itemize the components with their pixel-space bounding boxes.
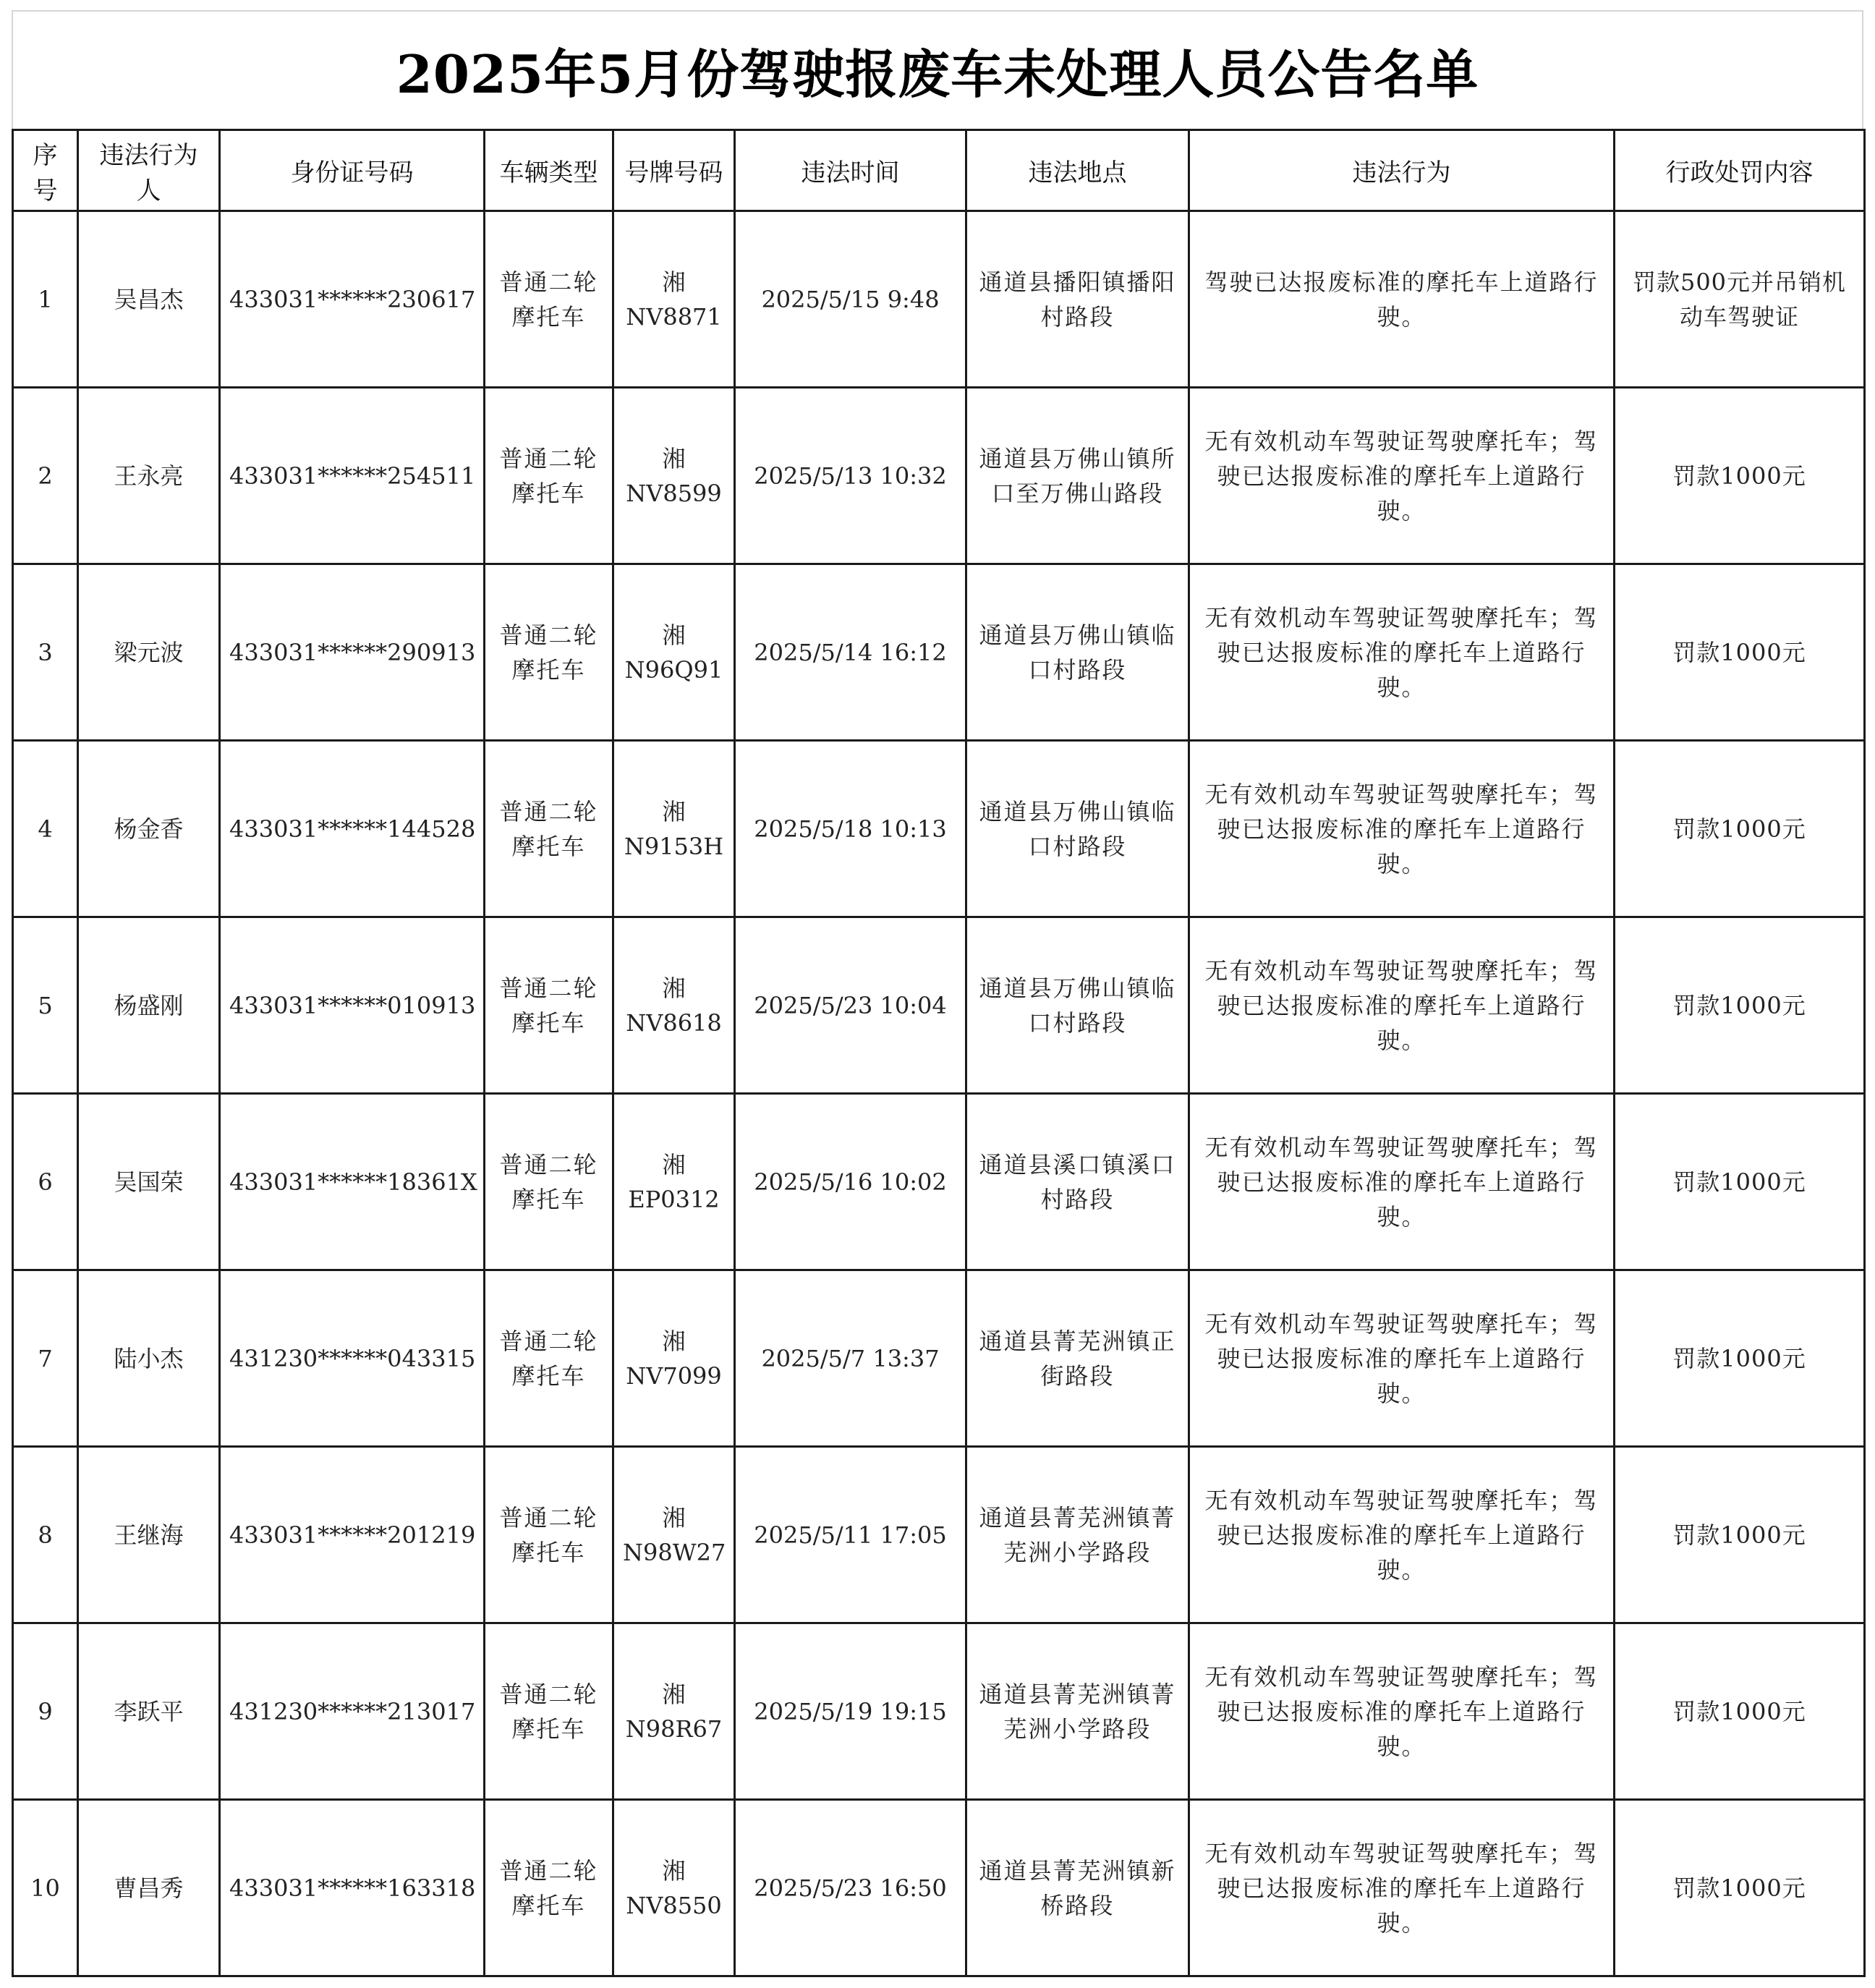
- violation-location: 通道县菁芜洲镇正街路段: [966, 1270, 1189, 1447]
- id-number: 433031******230617: [220, 211, 485, 388]
- violation-time: 2025/5/7 13:37: [735, 1270, 966, 1447]
- penalty-content: 罚款500元并吊销机动车驾驶证: [1615, 211, 1865, 388]
- vehicle-type: 普通二轮摩托车: [485, 917, 613, 1094]
- offender-name: 王继海: [78, 1447, 220, 1623]
- violation-time: 2025/5/23 16:50: [735, 1800, 966, 1976]
- table-row: [13, 1447, 1865, 1623]
- violation-time: 2025/5/23 10:04: [735, 917, 966, 1094]
- penalty-content: 罚款1000元: [1615, 564, 1865, 741]
- violation-time: 2025/5/13 10:32: [735, 388, 966, 564]
- vehicle-type: 普通二轮摩托车: [485, 1094, 613, 1270]
- plate-number: 湘N96Q91: [613, 564, 735, 741]
- offender-name: 杨金香: [78, 741, 220, 917]
- violation-description: 无有效机动车驾驶证驾驶摩托车；驾驶已达报废标准的摩托车上道路行驶。: [1189, 1094, 1615, 1270]
- vehicle-type: 普通二轮摩托车: [485, 388, 613, 564]
- col-header-time: 违法时间: [735, 130, 966, 211]
- vehicle-type: 普通二轮摩托车: [485, 1800, 613, 1976]
- plate-number: 湘NV8871: [613, 211, 735, 388]
- id-number: 433031******18361X: [220, 1094, 485, 1270]
- row-number: 3: [13, 564, 78, 741]
- offender-table: [12, 129, 1866, 1977]
- penalty-content: 罚款1000元: [1615, 1623, 1865, 1800]
- violation-description: 无有效机动车驾驶证驾驶摩托车；驾驶已达报废标准的摩托车上道路行驶。: [1189, 1800, 1615, 1976]
- penalty-content: 罚款1000元: [1615, 741, 1865, 917]
- table-row: [13, 1270, 1865, 1447]
- table-row: [13, 564, 1865, 741]
- id-number: 433031******201219: [220, 1447, 485, 1623]
- table-row: [13, 1094, 1865, 1270]
- violation-description: 驾驶已达报废标准的摩托车上道路行驶。: [1189, 211, 1615, 388]
- penalty-content: 罚款1000元: [1615, 388, 1865, 564]
- plate-number: 湘EP0312: [613, 1094, 735, 1270]
- id-number: 433031******010913: [220, 917, 485, 1094]
- id-number: 433031******290913: [220, 564, 485, 741]
- plate-number: 湘NV8550: [613, 1800, 735, 1976]
- vehicle-type: 普通二轮摩托车: [485, 564, 613, 741]
- violation-time: 2025/5/11 17:05: [735, 1447, 966, 1623]
- col-header-plate: 号牌号码: [613, 130, 735, 211]
- vehicle-type: 普通二轮摩托车: [485, 1270, 613, 1447]
- vehicle-type: 普通二轮摩托车: [485, 211, 613, 388]
- title-box: [12, 10, 1863, 129]
- offender-name: 梁元波: [78, 564, 220, 741]
- violation-location: 通道县万佛山镇临口村路段: [966, 741, 1189, 917]
- violation-time: 2025/5/19 19:15: [735, 1623, 966, 1800]
- row-number: 4: [13, 741, 78, 917]
- violation-time: 2025/5/16 10:02: [735, 1094, 966, 1270]
- table-row: [13, 388, 1865, 564]
- plate-number: 湘N98R67: [613, 1623, 735, 1800]
- row-number: 9: [13, 1623, 78, 1800]
- violation-location: 通道县菁芜洲镇菁芜洲小学路段: [966, 1447, 1189, 1623]
- table-header-row: [13, 130, 1865, 211]
- row-number: 6: [13, 1094, 78, 1270]
- row-number: 2: [13, 388, 78, 564]
- violation-location: 通道县溪口镇溪口村路段: [966, 1094, 1189, 1270]
- row-number: 10: [13, 1800, 78, 1976]
- row-number: 7: [13, 1270, 78, 1447]
- table-row: [13, 1800, 1865, 1976]
- violation-description: 无有效机动车驾驶证驾驶摩托车；驾驶已达报废标准的摩托车上道路行驶。: [1189, 1623, 1615, 1800]
- col-header-violation: 违法行为: [1189, 130, 1615, 211]
- violation-description: 无有效机动车驾驶证驾驶摩托车；驾驶已达报废标准的摩托车上道路行驶。: [1189, 388, 1615, 564]
- row-number: 8: [13, 1447, 78, 1623]
- offender-name: 李跃平: [78, 1623, 220, 1800]
- violation-location: 通道县播阳镇播阳村路段: [966, 211, 1189, 388]
- violation-description: 无有效机动车驾驶证驾驶摩托车；驾驶已达报废标准的摩托车上道路行驶。: [1189, 564, 1615, 741]
- plate-number: 湘N98W27: [613, 1447, 735, 1623]
- violation-location: 通道县菁芜洲镇新桥路段: [966, 1800, 1189, 1976]
- row-number: 1: [13, 211, 78, 388]
- col-header-no: 序号: [13, 130, 78, 211]
- offender-name: 曹昌秀: [78, 1800, 220, 1976]
- col-header-location: 违法地点: [966, 130, 1189, 211]
- violation-description: 无有效机动车驾驶证驾驶摩托车；驾驶已达报废标准的摩托车上道路行驶。: [1189, 1270, 1615, 1447]
- violation-time: 2025/5/18 10:13: [735, 741, 966, 917]
- violation-description: 无有效机动车驾驶证驾驶摩托车；驾驶已达报废标准的摩托车上道路行驶。: [1189, 741, 1615, 917]
- id-number: 431230******043315: [220, 1270, 485, 1447]
- plate-number: 湘NV8618: [613, 917, 735, 1094]
- penalty-content: 罚款1000元: [1615, 1270, 1865, 1447]
- violation-description: 无有效机动车驾驶证驾驶摩托车；驾驶已达报废标准的摩托车上道路行驶。: [1189, 1447, 1615, 1623]
- violation-description: 无有效机动车驾驶证驾驶摩托车；驾驶已达报废标准的摩托车上道路行驶。: [1189, 917, 1615, 1094]
- violation-time: 2025/5/14 16:12: [735, 564, 966, 741]
- vehicle-type: 普通二轮摩托车: [485, 741, 613, 917]
- penalty-content: 罚款1000元: [1615, 1800, 1865, 1976]
- offender-name: 吴昌杰: [78, 211, 220, 388]
- plate-number: 湘NV8599: [613, 388, 735, 564]
- col-header-name: 违法行为人: [78, 130, 220, 211]
- penalty-content: 罚款1000元: [1615, 1447, 1865, 1623]
- table-row: [13, 211, 1865, 388]
- table-row: [13, 1623, 1865, 1800]
- penalty-content: 罚款1000元: [1615, 1094, 1865, 1270]
- offender-name: 杨盛刚: [78, 917, 220, 1094]
- notice-document: [12, 10, 1863, 1978]
- violation-location: 通道县万佛山镇所口至万佛山路段: [966, 388, 1189, 564]
- vehicle-type: 普通二轮摩托车: [485, 1623, 613, 1800]
- row-number: 5: [13, 917, 78, 1094]
- penalty-content: 罚款1000元: [1615, 917, 1865, 1094]
- table-row: [13, 917, 1865, 1094]
- offender-name: 陆小杰: [78, 1270, 220, 1447]
- offender-name: 吴国荣: [78, 1094, 220, 1270]
- offender-name: 王永亮: [78, 388, 220, 564]
- col-header-id: 身份证号码: [220, 130, 485, 211]
- page-title: 2025年5月份驾驶报废车未处理人员公告名单: [396, 43, 1479, 105]
- violation-location: 通道县万佛山镇临口村路段: [966, 564, 1189, 741]
- id-number: 433031******144528: [220, 741, 485, 917]
- id-number: 433031******254511: [220, 388, 485, 564]
- vehicle-type: 普通二轮摩托车: [485, 1447, 613, 1623]
- violation-location: 通道县菁芜洲镇菁芜洲小学路段: [966, 1623, 1189, 1800]
- id-number: 431230******213017: [220, 1623, 485, 1800]
- violation-location: 通道县万佛山镇临口村路段: [966, 917, 1189, 1094]
- plate-number: 湘NV7099: [613, 1270, 735, 1447]
- violation-time: 2025/5/15 9:48: [735, 211, 966, 388]
- table-row: [13, 741, 1865, 917]
- id-number: 433031******163318: [220, 1800, 485, 1976]
- col-header-vehicle: 车辆类型: [485, 130, 613, 211]
- col-header-penalty: 行政处罚内容: [1615, 130, 1865, 211]
- table-body: [13, 211, 1865, 1976]
- plate-number: 湘N9153H: [613, 741, 735, 917]
